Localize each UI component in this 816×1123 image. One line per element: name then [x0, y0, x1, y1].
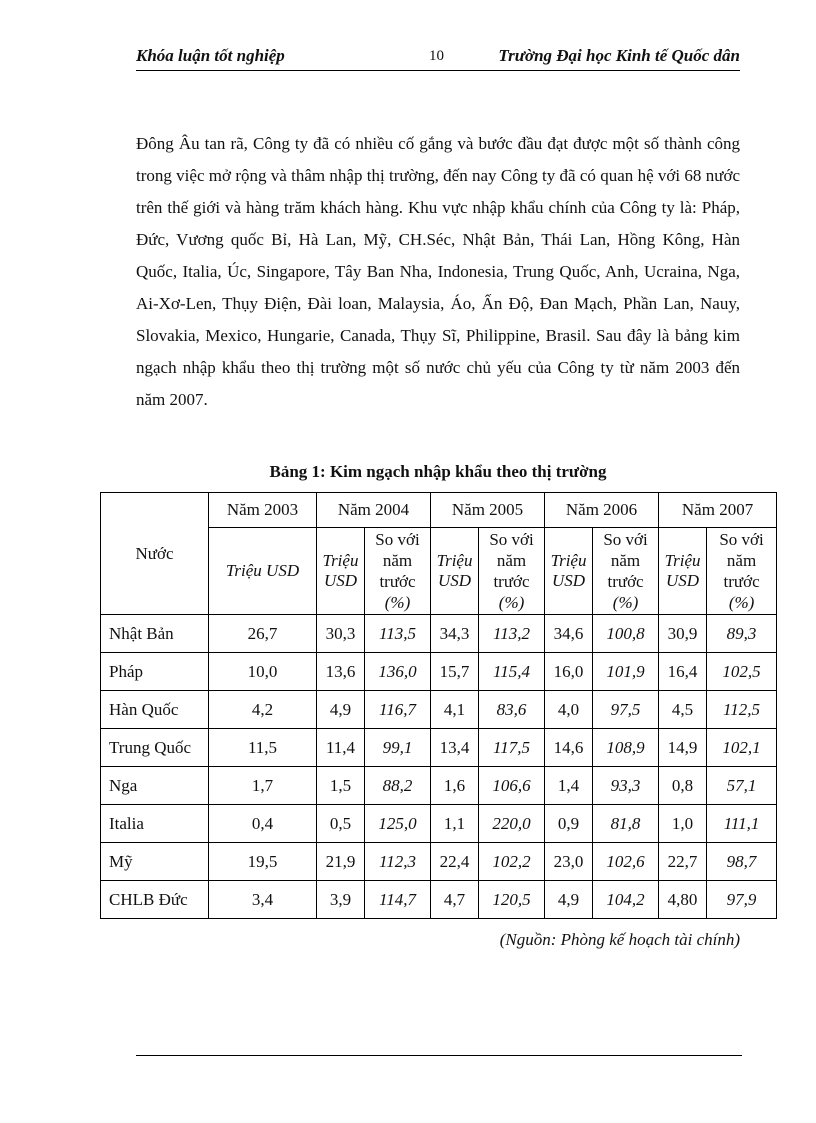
value-cell: 1,4 — [545, 767, 593, 805]
value-cell: 30,3 — [317, 615, 365, 653]
percent-cell: 116,7 — [365, 691, 431, 729]
unit-header: Triệu USD — [545, 528, 593, 615]
page-header — [136, 44, 740, 71]
value-cell: 34,6 — [545, 615, 593, 653]
compare-header — [365, 528, 431, 615]
percent-cell: 100,8 — [593, 615, 659, 653]
table-row — [101, 843, 777, 881]
country-cell: Trung Quốc — [101, 729, 209, 767]
value-cell: 1,1 — [431, 805, 479, 843]
table-row — [101, 691, 777, 729]
compare-label: So với năm trước — [603, 530, 648, 591]
compare-header — [479, 528, 545, 615]
compare-unit: (%) — [498, 593, 525, 612]
value-cell: 14,6 — [545, 729, 593, 767]
compare-label: So với năm trước — [719, 530, 764, 591]
country-cell: Italia — [101, 805, 209, 843]
header-thesis-title: Khóa luận tốt nghiệp — [136, 46, 285, 65]
country-cell: Mỹ — [101, 843, 209, 881]
value-cell: 11,5 — [209, 729, 317, 767]
value-cell: 21,9 — [317, 843, 365, 881]
percent-cell: 125,0 — [365, 805, 431, 843]
value-cell: 13,4 — [431, 729, 479, 767]
compare-label: So với năm trước — [489, 530, 534, 591]
value-cell: 4,7 — [431, 881, 479, 919]
percent-cell: 106,6 — [479, 767, 545, 805]
table-row — [101, 881, 777, 919]
compare-unit: (%) — [728, 593, 755, 612]
country-header: Nước — [101, 493, 209, 615]
percent-cell: 102,2 — [479, 843, 545, 881]
value-cell: 34,3 — [431, 615, 479, 653]
value-cell: 0,8 — [659, 767, 707, 805]
table-row — [101, 729, 777, 767]
table-row — [101, 615, 777, 653]
percent-cell: 112,3 — [365, 843, 431, 881]
percent-cell: 98,7 — [707, 843, 777, 881]
value-cell: 4,80 — [659, 881, 707, 919]
percent-cell: 220,0 — [479, 805, 545, 843]
footer-rule — [136, 1055, 742, 1056]
value-cell: 4,1 — [431, 691, 479, 729]
unit-header: Triệu USD — [209, 528, 317, 615]
percent-cell: 102,6 — [593, 843, 659, 881]
table-row — [101, 653, 777, 691]
header-university: Trường Đại học Kinh tế Quốc dân — [498, 46, 740, 65]
compare-unit: (%) — [612, 593, 639, 612]
country-cell: Pháp — [101, 653, 209, 691]
value-cell: 19,5 — [209, 843, 317, 881]
percent-cell: 97,9 — [707, 881, 777, 919]
value-cell: 1,7 — [209, 767, 317, 805]
value-cell: 14,9 — [659, 729, 707, 767]
percent-cell: 115,4 — [479, 653, 545, 691]
percent-cell: 104,2 — [593, 881, 659, 919]
percent-cell: 88,2 — [365, 767, 431, 805]
value-cell: 4,5 — [659, 691, 707, 729]
percent-cell: 93,3 — [593, 767, 659, 805]
percent-cell: 108,9 — [593, 729, 659, 767]
value-cell: 10,0 — [209, 653, 317, 691]
percent-cell: 114,7 — [365, 881, 431, 919]
compare-header — [707, 528, 777, 615]
table-row — [101, 767, 777, 805]
year-header: Năm 2006 — [545, 493, 659, 528]
value-cell: 22,4 — [431, 843, 479, 881]
value-cell: 1,6 — [431, 767, 479, 805]
value-cell: 3,9 — [317, 881, 365, 919]
value-cell: 30,9 — [659, 615, 707, 653]
page-number: 10 — [429, 48, 444, 64]
value-cell: 3,4 — [209, 881, 317, 919]
country-cell: Nhật Bản — [101, 615, 209, 653]
compare-unit: (%) — [384, 593, 411, 612]
percent-cell: 102,1 — [707, 729, 777, 767]
value-cell: 15,7 — [431, 653, 479, 691]
year-header: Năm 2004 — [317, 493, 431, 528]
value-cell: 22,7 — [659, 843, 707, 881]
unit-header: Triệu USD — [431, 528, 479, 615]
country-cell: CHLB Đức — [101, 881, 209, 919]
year-header: Năm 2005 — [431, 493, 545, 528]
percent-cell: 113,5 — [365, 615, 431, 653]
percent-cell: 81,8 — [593, 805, 659, 843]
value-cell: 4,0 — [545, 691, 593, 729]
value-cell: 0,4 — [209, 805, 317, 843]
value-cell: 23,0 — [545, 843, 593, 881]
value-cell: 26,7 — [209, 615, 317, 653]
year-header: Năm 2003 — [209, 493, 317, 528]
percent-cell: 97,5 — [593, 691, 659, 729]
percent-cell: 112,5 — [707, 691, 777, 729]
import-table — [100, 492, 777, 919]
value-cell: 4,2 — [209, 691, 317, 729]
value-cell: 4,9 — [545, 881, 593, 919]
country-cell: Nga — [101, 767, 209, 805]
percent-cell: 117,5 — [479, 729, 545, 767]
year-header: Năm 2007 — [659, 493, 777, 528]
table-row — [101, 805, 777, 843]
value-cell: 4,9 — [317, 691, 365, 729]
percent-cell: 113,2 — [479, 615, 545, 653]
percent-cell: 89,3 — [707, 615, 777, 653]
country-cell: Hàn Quốc — [101, 691, 209, 729]
value-cell: 0,9 — [545, 805, 593, 843]
table-caption: Bảng 1: Kim ngạch nhập khẩu theo thị trường — [269, 462, 607, 481]
compare-header — [593, 528, 659, 615]
table-source: (Nguồn: Phòng kế hoạch tài chính) — [499, 930, 740, 949]
compare-label: So với năm trước — [375, 530, 420, 591]
value-cell: 11,4 — [317, 729, 365, 767]
value-cell: 1,5 — [317, 767, 365, 805]
percent-cell: 99,1 — [365, 729, 431, 767]
value-cell: 1,0 — [659, 805, 707, 843]
percent-cell: 83,6 — [479, 691, 545, 729]
percent-cell: 101,9 — [593, 653, 659, 691]
value-cell: 0,5 — [317, 805, 365, 843]
percent-cell: 120,5 — [479, 881, 545, 919]
percent-cell: 111,1 — [707, 805, 777, 843]
unit-header: Triệu USD — [659, 528, 707, 615]
header-row-years — [101, 493, 777, 528]
value-cell: 16,4 — [659, 653, 707, 691]
value-cell: 16,0 — [545, 653, 593, 691]
body-paragraph: Đông Âu tan rã, Công ty đã có nhiều cố gắng và bước đầu đạt được một số thành công trong việc mở rộng và thâm nhập thị trường, đến nay Công ty đã có quan hệ với 68 nước trên thế giới và hàng trăm khách hàng. Khu vực nhập khẩu chính của Công ty là: Pháp, Đức, Vương quốc Bỉ, Hà Lan, Mỹ, CH.Séc, Nhật Bản, Thái Lan, Hồng Kông, Hàn Quốc, Italia, Úc, Singapore, Tây Ban Nha, Indonesia, Trung Quốc, Anh, Ucraina, Nga, Ai-Xơ-Len, Thụy Điện, Đài loan, Malaysia, Áo, Ấn Độ, Đan Mạch, Phần Lan, Nauy, Slovakia, Mexico, Hungarie, Canada, Thụy Sĩ, Philippine, Brasil. Sau đây là bảng kim ngạch nhập khẩu theo thị trường một số nước chủ yếu của Công ty từ năm 2003 đến năm 2007. — [136, 134, 740, 409]
unit-header: Triệu USD — [317, 528, 365, 615]
percent-cell: 102,5 — [707, 653, 777, 691]
value-cell: 13,6 — [317, 653, 365, 691]
percent-cell: 57,1 — [707, 767, 777, 805]
percent-cell: 136,0 — [365, 653, 431, 691]
